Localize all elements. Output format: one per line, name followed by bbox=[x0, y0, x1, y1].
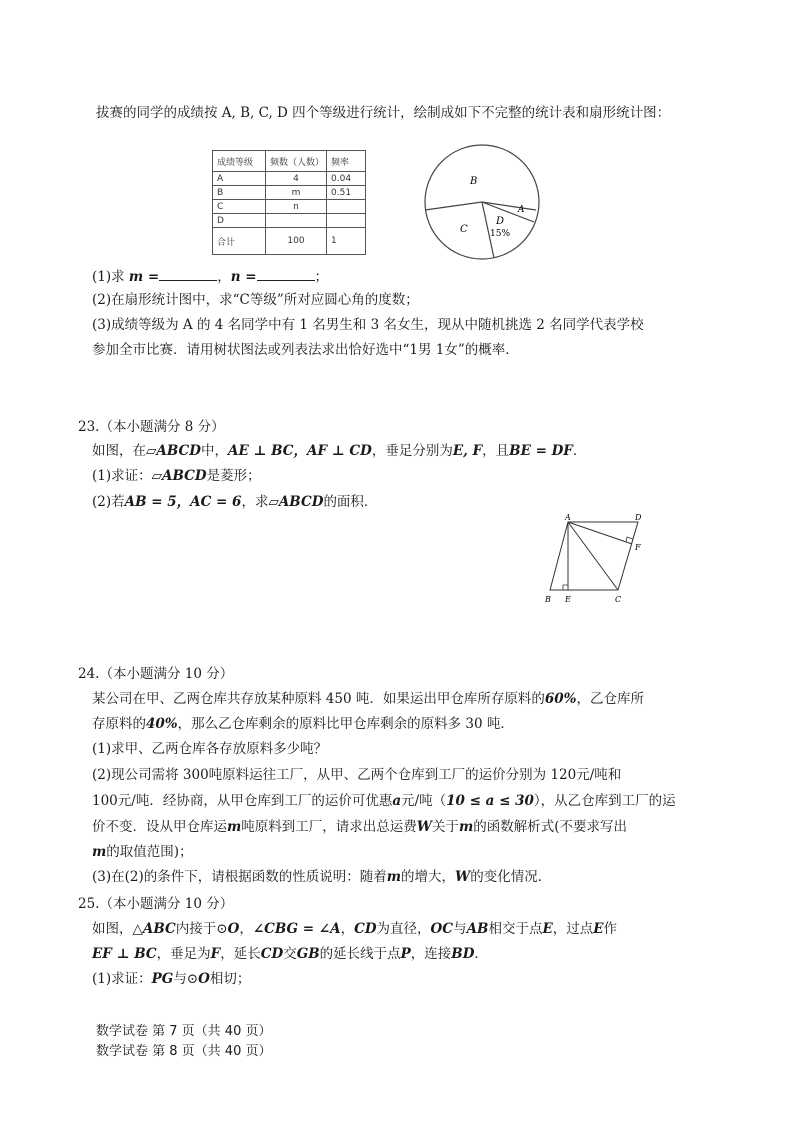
table-header-cell: 频数（人数） bbox=[266, 151, 327, 172]
q24-text: ，那么乙仓库剩余的原料比甲仓库剩余的原料多 30 吨． bbox=[177, 716, 514, 732]
pie-label-c: C bbox=[460, 224, 468, 235]
q25-math: F bbox=[210, 946, 221, 962]
point-label-e: E bbox=[565, 595, 571, 604]
q25-part1 bbox=[92, 969, 250, 989]
q23-text: (1)求证： bbox=[92, 468, 152, 484]
right-angle-e bbox=[563, 585, 568, 590]
point-label-c: C bbox=[615, 595, 622, 604]
table-cell: 1 bbox=[327, 228, 366, 255]
q25-text: 与 bbox=[453, 921, 467, 937]
q25-math: E bbox=[542, 921, 553, 937]
q25-math: O bbox=[198, 971, 210, 987]
q24-math: m bbox=[458, 819, 474, 835]
q24-line2 bbox=[92, 714, 514, 734]
q25-math: EF ⊥ BC bbox=[92, 946, 157, 962]
answer-blank-m[interactable] bbox=[159, 266, 217, 281]
q25-math: ∠CBG = ∠A bbox=[252, 921, 341, 937]
q24-part2c bbox=[92, 817, 627, 837]
table-header-cell: 成绩等级 bbox=[213, 151, 266, 172]
q25-text: ， bbox=[340, 921, 355, 937]
pie-divider bbox=[482, 202, 536, 210]
q25-text: 相切； bbox=[209, 971, 251, 987]
q23-text: 的面积． bbox=[323, 494, 378, 510]
q23-math: AE ⊥ BC，AF ⊥ CD bbox=[227, 443, 372, 459]
table-row bbox=[213, 186, 366, 200]
pie-divider bbox=[482, 202, 534, 222]
q24-text: 100元/吨．经协商，从甲仓库到工厂的运价可优惠 bbox=[92, 793, 393, 809]
q25-text: ， bbox=[239, 921, 253, 937]
table-cell: B bbox=[213, 186, 266, 200]
table-cell: 合计 bbox=[213, 228, 266, 255]
q23-text: ． bbox=[572, 443, 587, 459]
q25-text: 交 bbox=[283, 946, 297, 962]
q24-math: W bbox=[455, 869, 471, 885]
q24-text: (3)在(2)的条件下，请根据函数的性质说明：随着 bbox=[92, 869, 387, 885]
q23-text: 是菱形； bbox=[206, 468, 261, 484]
q23-part1 bbox=[92, 466, 261, 486]
q25-math: CD bbox=[260, 946, 284, 962]
q24-part1: (1)求甲、乙两仓库各存放原料多少吨？ bbox=[92, 741, 328, 757]
q25-math: O bbox=[227, 921, 240, 937]
pie-divider bbox=[425, 202, 482, 210]
table-header-cell: 频率 bbox=[327, 151, 366, 172]
point-label-f: F bbox=[635, 543, 641, 552]
q25-text: 与⊙ bbox=[173, 971, 199, 987]
q25-text: ． bbox=[474, 946, 488, 962]
q25-text: 内接于⊙ bbox=[175, 921, 228, 937]
pie-chart bbox=[422, 142, 542, 262]
q23-text: (2)若 bbox=[92, 494, 125, 510]
q24-heading: 24.（本小题满分 10 分） bbox=[78, 666, 234, 682]
q24-part2b bbox=[92, 791, 676, 811]
q24-text: 某公司在甲、乙两仓库共存放某种原料 450 吨．如果运出甲仓库所存原料的 bbox=[92, 691, 545, 707]
q24-text: 的增大， bbox=[401, 869, 456, 885]
q23-math: AB = 5，AC = 6 bbox=[124, 494, 242, 510]
point-label-a: A bbox=[565, 513, 571, 522]
table-cell bbox=[327, 200, 366, 214]
table-cell: m bbox=[266, 186, 327, 200]
table-cell: 100 bbox=[266, 228, 327, 255]
q24-math: m bbox=[92, 844, 107, 860]
table-header-row bbox=[213, 151, 366, 172]
page-footer-7: 数学试卷 第 7 页（共 40 页） bbox=[96, 1024, 272, 1039]
q22-p1-n: n = bbox=[230, 269, 257, 285]
q25-heading: 25.（本小题满分 10 分） bbox=[78, 896, 234, 912]
q25-text: ，垂足为 bbox=[156, 946, 211, 962]
q23-text: ，垂足分别为 bbox=[371, 443, 453, 459]
table-cell: n bbox=[266, 200, 327, 214]
q25-math: BD bbox=[451, 946, 475, 962]
q25-math: CD bbox=[354, 921, 377, 937]
q24-part2d bbox=[92, 842, 193, 862]
rhombus-outline bbox=[550, 522, 638, 590]
q25-text: 为直径， bbox=[376, 921, 431, 937]
table-cell: C bbox=[213, 200, 266, 214]
q22-p1-end: ； bbox=[314, 269, 329, 285]
q24-math: a bbox=[392, 793, 402, 809]
intro-text: 拔赛的同学的成绩按 A, B, C, D 四个等级进行统计，绘制成如下不完整的统计表和扇形统计图： bbox=[96, 105, 671, 121]
diagonal-ac bbox=[568, 522, 618, 590]
q24-text: ），从乙仓库到工厂的运 bbox=[533, 793, 676, 809]
q24-text: 的变化情况． bbox=[470, 869, 552, 885]
q23-math: ▱ABCD bbox=[268, 494, 324, 510]
table-cell bbox=[266, 214, 327, 228]
q25-math: OC bbox=[430, 921, 454, 937]
q24-text: 价不变．设从甲仓库运 bbox=[92, 819, 227, 835]
q24-part3 bbox=[92, 867, 551, 887]
table-cell: D bbox=[213, 214, 266, 228]
q24-part2a: (2)现公司需将 300吨原料运往工厂，从甲、乙两个仓库到工厂的运价分别为 120元/吨和 bbox=[92, 767, 622, 783]
q24-math: m bbox=[386, 869, 402, 885]
q22-p1-m: m = bbox=[128, 269, 160, 285]
q24-math: m bbox=[227, 819, 242, 835]
q25-text: ，过点 bbox=[552, 921, 594, 937]
q24-text: 元/吨（ bbox=[401, 793, 447, 809]
table-total-row bbox=[213, 228, 366, 255]
table-cell: 0.51 bbox=[327, 186, 366, 200]
q24-text: 关于 bbox=[431, 819, 459, 835]
q24-math: W bbox=[416, 819, 432, 835]
q25-text: (1)求证： bbox=[92, 971, 152, 987]
q24-line1 bbox=[92, 689, 644, 709]
q25-math: △ABC bbox=[132, 921, 176, 937]
answer-blank-n[interactable] bbox=[257, 266, 315, 281]
q23-text: 如图，在 bbox=[92, 443, 146, 459]
table-row bbox=[213, 172, 366, 186]
q23-part2 bbox=[92, 492, 377, 512]
q25-math: P bbox=[400, 946, 411, 962]
table-cell: 0.04 bbox=[327, 172, 366, 186]
q23-text: ，且 bbox=[482, 443, 510, 459]
q24-math: 60% bbox=[544, 691, 577, 707]
q25-math: PG bbox=[151, 971, 174, 987]
q24-text: 存原料的 bbox=[92, 716, 146, 732]
q23-statement bbox=[92, 441, 586, 461]
q25-math: GB bbox=[296, 946, 320, 962]
q23-math: E, F bbox=[452, 443, 483, 459]
q25-line2 bbox=[92, 944, 488, 964]
q25-math: AB bbox=[466, 921, 489, 937]
pie-label-d-percent: 15% bbox=[490, 229, 511, 239]
q25-text: 的延长线于点 bbox=[319, 946, 401, 962]
stats-table bbox=[212, 150, 366, 255]
q22-part3b: 参加全市比赛．请用树状图法或列表法求出恰好选中“1男 1女”的概率． bbox=[92, 342, 519, 358]
pie-label-d: D bbox=[496, 216, 505, 227]
table-cell: A bbox=[213, 172, 266, 186]
page-footer-8: 数学试卷 第 8 页（共 40 页） bbox=[96, 1044, 272, 1059]
q23-text: ，求 bbox=[241, 494, 269, 510]
point-label-b: B bbox=[545, 595, 551, 604]
q22-p1-sep: ， bbox=[217, 269, 231, 285]
table-cell: 4 bbox=[266, 172, 327, 186]
table-row bbox=[213, 214, 366, 228]
q22-part2: (2)在扇形统计图中，求“C等级”所对应圆心角的度数； bbox=[92, 292, 419, 308]
q24-text: 吨原料到工厂，请求出总运费 bbox=[241, 819, 417, 835]
q25-text: 相交于点 bbox=[488, 921, 543, 937]
pie-label-a: A bbox=[518, 205, 525, 215]
table-row bbox=[213, 200, 366, 214]
altitude-af bbox=[568, 522, 632, 544]
q25-line1 bbox=[92, 919, 617, 939]
q25-text: ，延长 bbox=[220, 946, 261, 962]
q22-p1-prefix: (1)求 bbox=[92, 269, 129, 285]
q23-heading: 23.（本小题满分 8 分） bbox=[78, 419, 225, 435]
pie-label-b: B bbox=[470, 176, 478, 187]
q24-math: 10 ≤ a ≤ 30 bbox=[446, 793, 534, 809]
q23-math: ▱ABCD bbox=[146, 443, 201, 459]
q24-text: 的函数解析式(不要求写出 bbox=[473, 819, 628, 835]
q24-text: ，乙仓库所 bbox=[576, 691, 644, 707]
q23-math: BE = DF bbox=[509, 443, 573, 459]
q22-part1 bbox=[92, 266, 328, 287]
rhombus-figure bbox=[538, 512, 648, 607]
q25-text: 作 bbox=[603, 921, 618, 937]
point-label-d: D bbox=[635, 513, 642, 522]
q23-math: ▱ABCD bbox=[151, 468, 207, 484]
q24-math: 40% bbox=[146, 716, 178, 732]
q25-text: ，连接 bbox=[410, 946, 452, 962]
q24-text: 的取值范围)； bbox=[106, 844, 193, 860]
q25-math: E bbox=[593, 921, 604, 937]
q23-text: 中， bbox=[200, 443, 228, 459]
table-cell bbox=[327, 214, 366, 228]
q25-text: 如图， bbox=[92, 921, 133, 937]
q22-part3a: (3)成绩等级为 A 的 4 名同学中有 1 名男生和 3 名女生，现从中随机挑选 2 名同学代表学校 bbox=[92, 317, 644, 333]
